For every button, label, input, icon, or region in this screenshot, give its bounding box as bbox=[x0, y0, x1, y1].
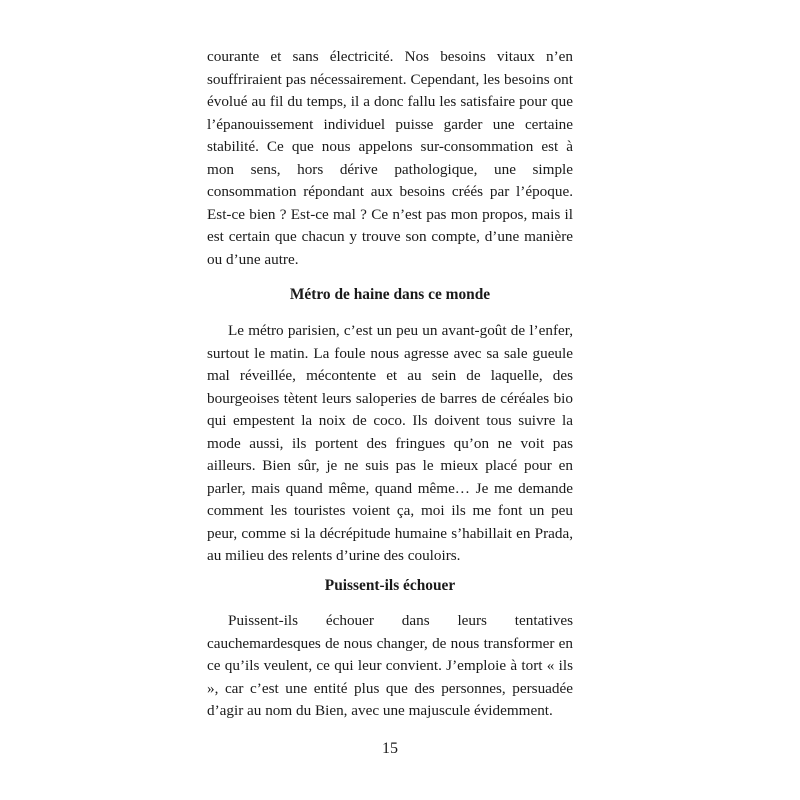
body-text-block bbox=[207, 320, 573, 568]
continuation-paragraph: courante et sans électricité. Nos besoins vitaux n’en souffriraient pas nécessairement. Cependant, les besoins ont évolué au fil du temps, il a donc fallu les satisfaire pour que l’épanouissement individuel puisse garder une certaine stabilité. Ce que nous appelons sur-consommation est à mon sens, hors dérive pathologique, une simple consommation répondant aux besoins créés par l’époque. Est-ce bien ? Est-ce mal ? Ce n’est pas mon propos, mais il est certain que chacun y trouve son compte, d’une manière ou d’une autre. bbox=[207, 48, 573, 268]
section-paragraph: Puissent-ils échouer dans leurs tentatives cauchemardesques de nous changer, de nous transformer en ce qu’ils veulent, ce qui leur convient. J’emploie à tort « ils », car c’est une entité plus que des personnes, persuadée d’agir au nom du Bien, avec une majuscule évidemment. bbox=[207, 612, 573, 719]
page-number: 15 bbox=[382, 740, 398, 757]
section-paragraph: Le métro parisien, c’est un peu un avant-goût de l’enfer, surtout le matin. La foule nous agresse avec sa sale gueule mal réveillée, mécontente et au sein de laquelle, des bourgeoises tètent leurs saloperies de barres de céréales bio qui empestent la noix de coco. Ils doivent tous suivre la mode aussi, ils portent des fringues qu’on ne voit pas ailleurs. Bien sûr, je ne suis pas le mieux placé pour en parler, mais quand même, quand même… Je me demande comment les touristes voient ça, moi ils me font un peu peur, comme si la décrépitude humaine s’habillait en Prada, au milieu des relents d’urine des couloirs. bbox=[207, 322, 573, 564]
body-text-block bbox=[207, 46, 573, 271]
section-heading: Puissent-ils échouer bbox=[324, 577, 456, 594]
section-heading: Métro de haine dans ce monde bbox=[289, 286, 491, 303]
body-text-block bbox=[207, 610, 573, 723]
